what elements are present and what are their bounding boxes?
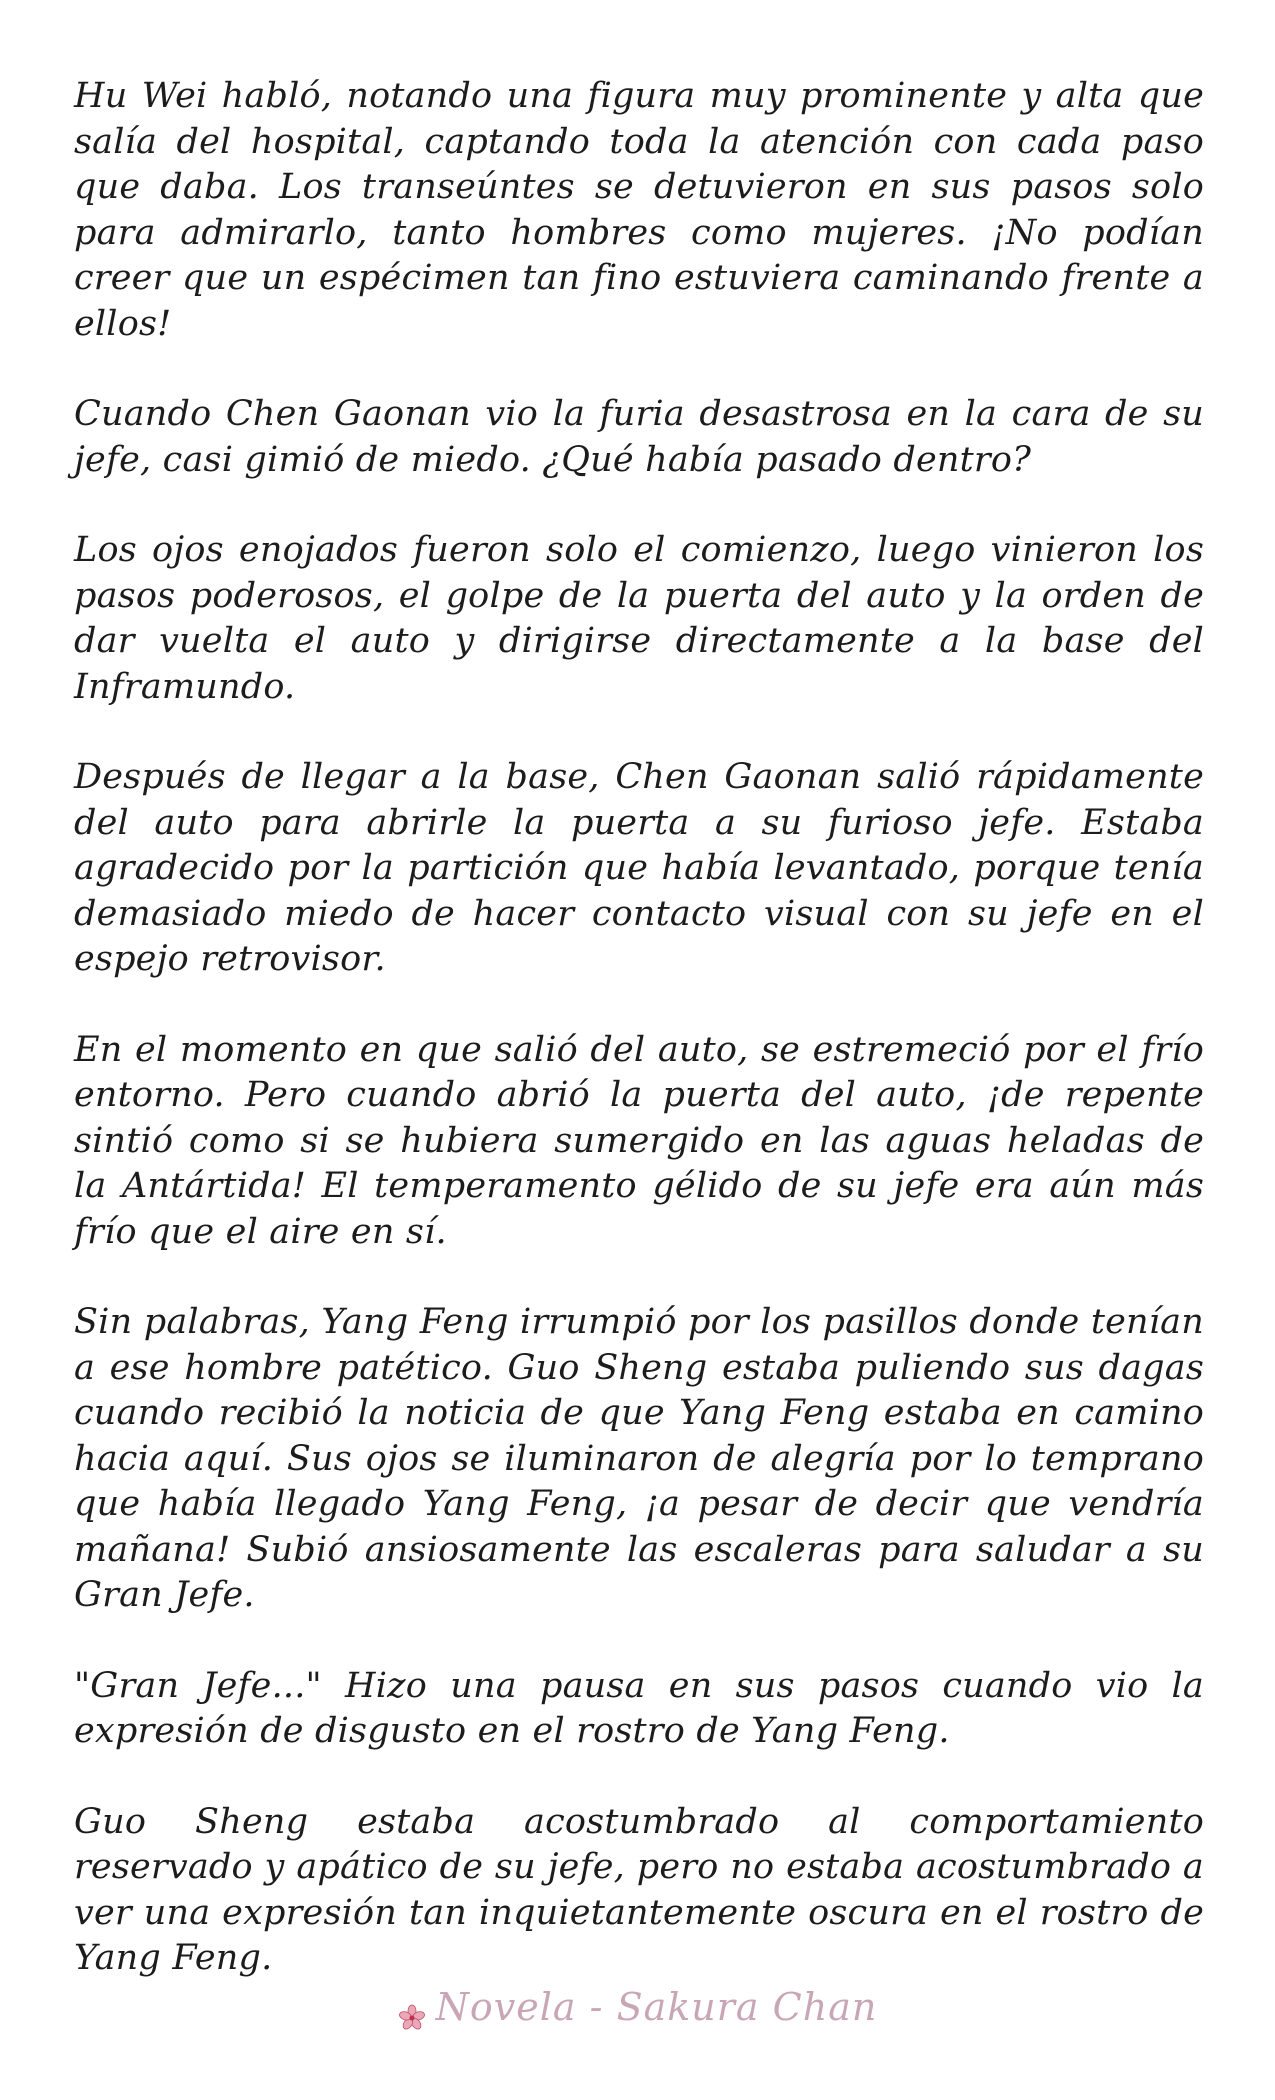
paragraph-2: Cuando Chen Gaonan vio la furia desastrosa en la cara de su jefe, casi gimió de miedo. ¿Qué había pasado dentro? [74, 394, 1204, 480]
paragraph-7: "Gran Jefe..." Hizo una pausa en sus pasos cuando vio la expresión de disgusto en el rostro de Yang Feng. [74, 1665, 1204, 1751]
paragraph-1: Hu Wei habló, notando una figura muy prominente y alta que salía del hospital, captando toda la atención con cada paso que daba. Los transeúntes se detuvieron en sus pasos solo para admirarlo, tanto hombres como mujeres. ¡No podían creer que un espécimen tan fino estuviera caminando frente a ellos! [74, 76, 1204, 344]
sakura-flower-icon [398, 1997, 426, 2025]
paragraph-4: Después de llegar a la base, Chen Gaonan salió rápidamente del auto para abrirle la puerta a su furioso jefe. Estaba agradecido por la partición que había levantado, porque tenía demasiado miedo de hacer contacto visual con su jefe en el espejo retrovisor. [74, 757, 1204, 979]
watermark [0, 1985, 1275, 2029]
paragraph-5: En el momento en que salió del auto, se estremeció por el frío entorno. Pero cuando abrió la puerta del auto, ¡de repente sintió como si se hubiera sumergido en las aguas heladas de la Antártida! El temperamento gélido de su jefe era aún más frío que el aire en sí. [74, 1029, 1204, 1252]
paragraph-8: Guo Sheng estaba acostumbrado al comportamiento reservado y apático de su jefe, pero no estaba acostumbrado a ver una expresión tan inquietantemente oscura en el rostro de Yang Feng. [74, 1801, 1204, 1978]
paragraph-6: Sin palabras, Yang Feng irrumpió por los pasillos donde tenían a ese hombre patético. Guo Sheng estaba puliendo sus dagas cuando recibió la noticia de que Yang Feng estaba en camino hacia aquí. Sus ojos se iluminaron de alegría por lo temprano que había llegado Yang Feng, ¡a pesar de decir que vendría mañana! Subió ansiosamente las escaleras para saludar a su Gran Jefe. [74, 1302, 1204, 1615]
paragraph-3: Los ojos enojados fueron solo el comienzo, luego vinieron los pasos poderosos, el golpe de la puerta del auto y la orden de dar vuelta el auto y dirigirse directamente a la base del Inframundo. [74, 530, 1204, 707]
watermark-text: Novela - Sakura Chan [435, 1985, 878, 2029]
document-body [74, 74, 1204, 2027]
